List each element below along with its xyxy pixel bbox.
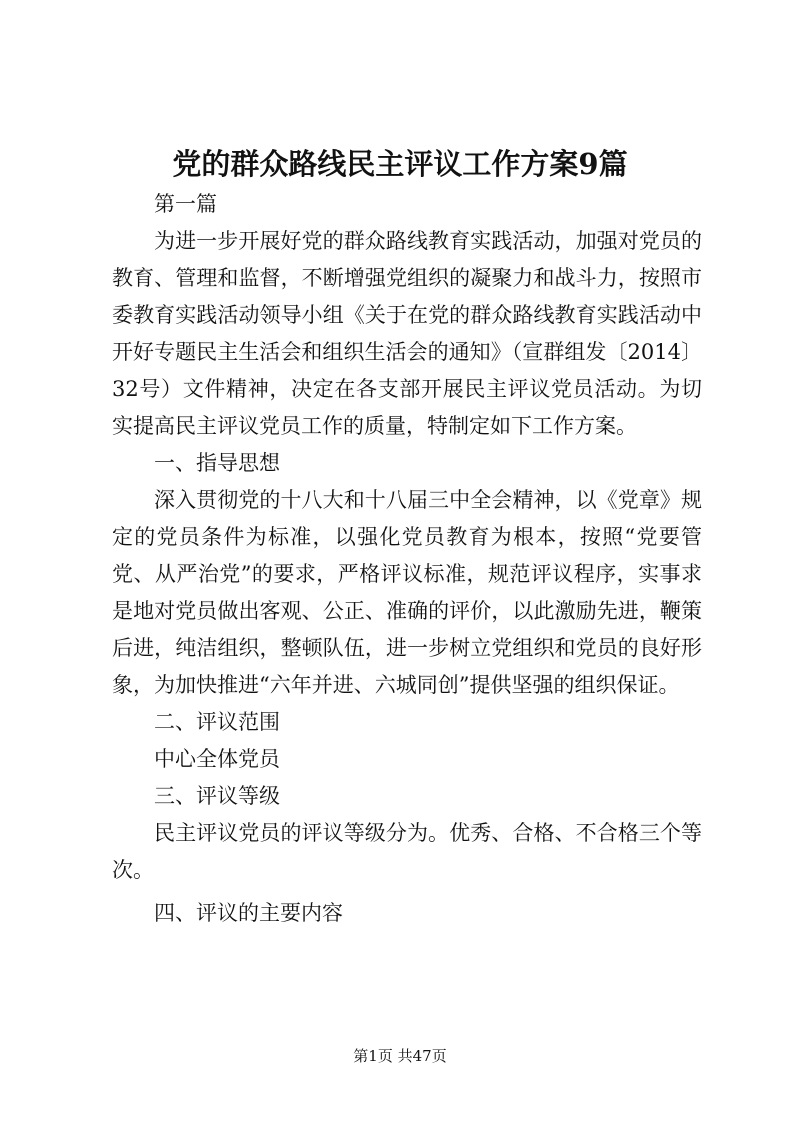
paragraph-guiding-thought: 深入贯彻党的十八大和十八届三中全会精神，以《党章》规定的党员条件为标准，以强化党员教育为根本，按照“党要管党、从严治党”的要求，严格评议标准，规范评议程序，实事求是地对党员做出客观、公正、准确的评价，以此激励先进，鞭策后进，纯洁组织，整顿队伍，进一步树立党组织和党员的良好形象，为加快推进“六年并进、六城同创”提供坚强的组织保证。: [112, 488, 702, 697]
paragraph-evaluation-scope: 中心全体党员: [154, 747, 280, 771]
section-label-first: 第一篇: [154, 192, 217, 216]
paragraph-evaluation-levels: 民主评议党员的评议等级分为。优秀、合格、不合格三个等次。: [112, 821, 702, 882]
heading-main-content: 四、评议的主要内容: [154, 901, 343, 925]
heading-guiding-thought: 一、指导思想: [154, 451, 280, 475]
page-footer: 第1页 共47页: [353, 1047, 447, 1065]
heading-evaluation-scope: 二、评议范围: [154, 710, 280, 734]
document-body: [112, 186, 702, 932]
heading-evaluation-levels: 三、评议等级: [154, 784, 280, 808]
paragraph-intro: 为进一步开展好党的群众路线教育实践活动，加强对党员的教育、管理和监督，不断增强党组织的凝聚力和战斗力，按照市委教育实践活动领导小组《关于在党的群众路线教育实践活动中开好专题民主生活会和组织生活会的通知》（宣群组发〔2014〕32号）文件精神，决定在各支部开展民主评议党员活动。为切实提高民主评议党员工作的质量，特制定如下工作方案。: [112, 229, 702, 438]
document-title: 党的群众路线民主评议工作方案9篇: [172, 147, 628, 181]
